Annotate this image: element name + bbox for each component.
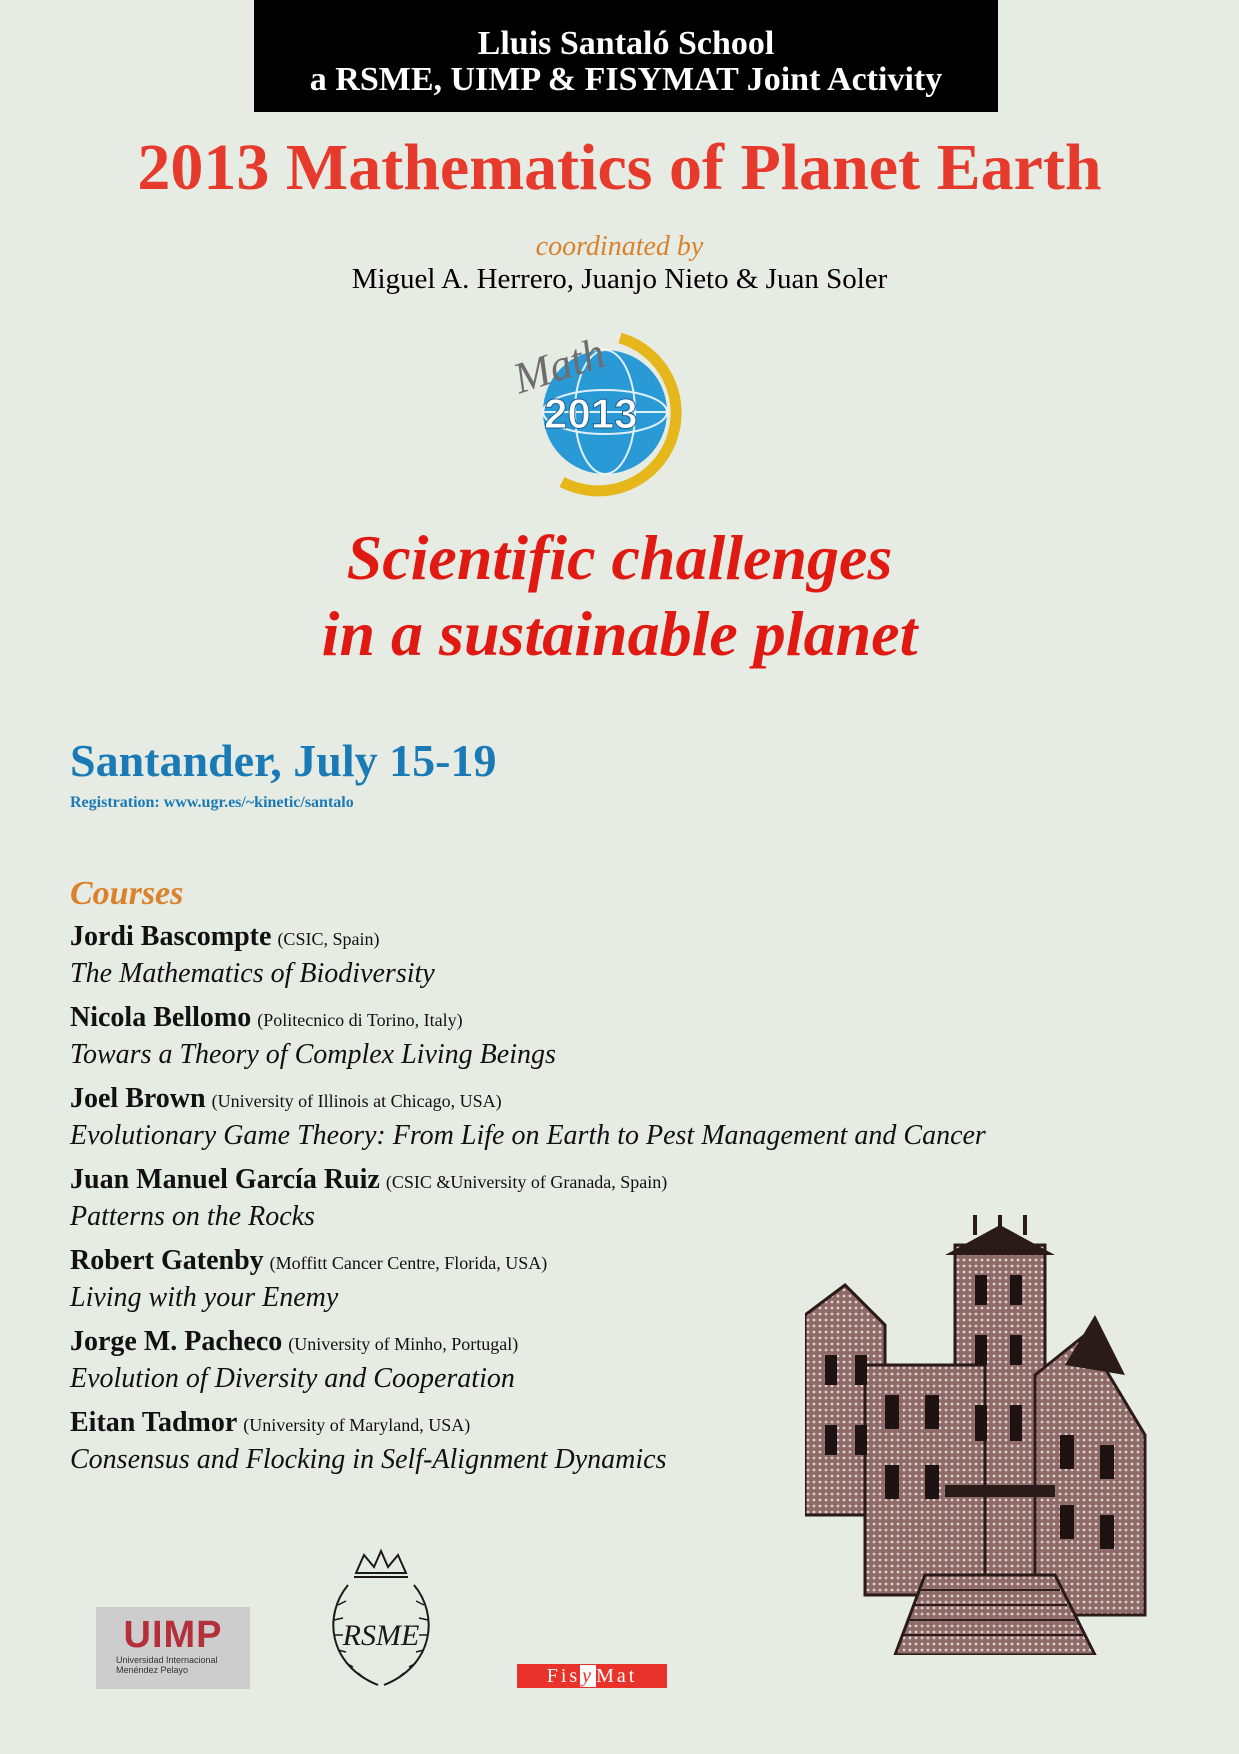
course-item: [70, 1001, 1170, 1082]
math-2013-logo: [500, 310, 690, 500]
fisymat-middle: y: [582, 1665, 595, 1687]
palace-illustration: [805, 1215, 1150, 1655]
course-speaker: Robert Gatenby: [70, 1245, 264, 1276]
venue-date: Santander, July 15-19: [70, 735, 497, 786]
math-year: 2013: [544, 390, 638, 437]
course-speaker: Nicola Bellomo: [70, 1002, 252, 1033]
course-institution: (University of Minho, Portugal): [288, 1334, 519, 1354]
subtitle-line-2: in a sustainable planet: [321, 598, 918, 669]
courses-heading: Courses: [70, 875, 184, 912]
header-line-1: Lluis Santaló School: [477, 25, 775, 62]
course-institution: (CSIC &University of Granada, Spain): [385, 1172, 668, 1192]
coordinated-by-label: coordinated by: [535, 231, 704, 262]
fisymat-logo: [517, 1664, 667, 1688]
registration-link[interactable]: Registration: www.ugr.es/~kinetic/santalo: [70, 794, 354, 811]
uimp-line-2: Menéndez Pelayo: [116, 1665, 189, 1675]
course-speaker: Jordi Bascompte: [70, 921, 272, 952]
course-speaker: Juan Manuel García Ruiz: [70, 1164, 380, 1195]
course-institution: (CSIC, Spain): [277, 929, 380, 949]
header-line-2: a RSME, UIMP & FISYMAT Joint Activity: [309, 61, 943, 98]
coordinator-names: Miguel A. Herrero, Juanjo Nieto & Juan Soler: [351, 263, 888, 295]
course-speaker: Eitan Tadmor: [70, 1407, 238, 1438]
uimp-line-1: Universidad Internacional: [116, 1655, 218, 1665]
subtitle-line-1: Scientific challenges: [346, 522, 893, 593]
course-title: The Mathematics of Biodiversity: [70, 958, 435, 989]
course-item: [70, 1082, 1170, 1163]
course-item: [70, 920, 1170, 1001]
course-title: Consensus and Flocking in Self-Alignment Dynamics: [70, 1444, 667, 1475]
math-word: Math: [507, 327, 611, 404]
course-institution: (University of Illinois at Chicago, USA): [211, 1091, 502, 1111]
fisymat-suffix: Mat: [596, 1665, 638, 1687]
course-title: Living with your Enemy: [70, 1282, 339, 1313]
course-speaker: Jorge M. Pacheco: [70, 1326, 283, 1357]
course-title: Towars a Theory of Complex Living Beings: [70, 1039, 556, 1070]
course-institution: (University of Maryland, USA): [243, 1415, 471, 1435]
uimp-acronym: UIMP: [123, 1614, 223, 1656]
header-box: [254, 0, 998, 112]
rsme-monogram: RSME: [342, 1619, 420, 1652]
course-speaker: Joel Brown: [70, 1083, 206, 1114]
course-title: Evolutionary Game Theory: From Life on Earth to Pest Management and Cancer: [70, 1120, 986, 1151]
course-institution: (Moffitt Cancer Centre, Florida, USA): [269, 1253, 548, 1273]
rsme-logo: [318, 1545, 444, 1695]
main-title: 2013 Mathematics of Planet Earth: [137, 131, 1102, 204]
course-institution: (Politecnico di Torino, Italy): [257, 1010, 463, 1030]
course-title: Patterns on the Rocks: [70, 1201, 315, 1232]
course-title: Evolution of Diversity and Cooperation: [70, 1363, 515, 1394]
fisymat-prefix: Fis: [546, 1665, 581, 1687]
subtitle: [0, 520, 1239, 672]
uimp-logo: [96, 1607, 250, 1689]
